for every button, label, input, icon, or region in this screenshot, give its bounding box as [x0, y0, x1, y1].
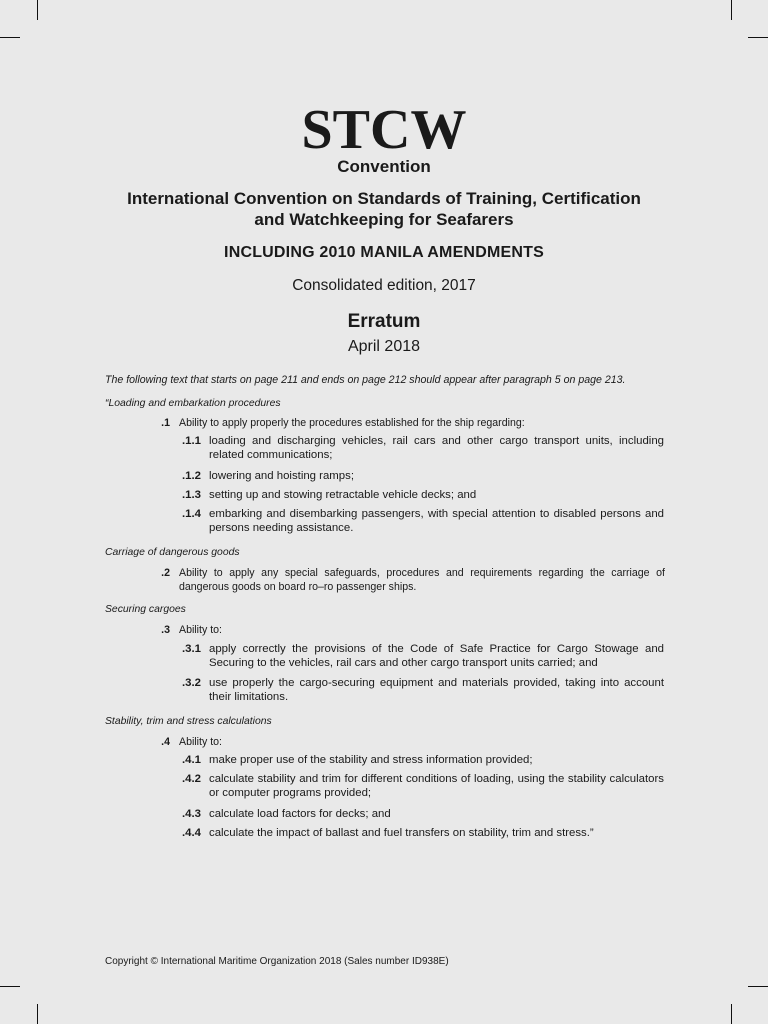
copyright-notice: Copyright © International Maritime Organization 2018 (Sales number ID938E)	[105, 956, 449, 967]
subitem-number: .4.1	[182, 754, 201, 766]
subitem-text: setting up and stowing retractable vehicle decks; and	[209, 489, 477, 501]
section-heading-dangerous-goods: Carriage of dangerous goods	[105, 547, 240, 558]
erratum-heading: Erratum	[347, 311, 421, 332]
subitem-number: .4.2	[182, 773, 201, 785]
erratum-date: April 2018	[347, 338, 421, 355]
crop-mark-top-left	[37, 0, 38, 20]
convention-full-name	[0, 188, 768, 230]
crop-mark-bottom-right	[731, 1004, 732, 1024]
subitem-number: .1.3	[182, 489, 201, 501]
subitem-text: apply correctly the provisions of the Code of Safe Practice for Cargo Stowage and Securing to the vehicles, rail cars and other cargo transport units carried; and	[209, 643, 664, 669]
item-number: .4	[161, 736, 170, 748]
subitem-number: .3.2	[182, 677, 201, 689]
subitem-number: .1.2	[182, 470, 201, 482]
intro-paragraph: The following text that starts on page 211 and ends on page 212 should appear after paragraph 5 on page 213.	[105, 374, 626, 386]
subitem-text: lowering and hoisting ramps;	[209, 470, 354, 482]
crop-mark-bottom-left	[37, 1004, 38, 1024]
item-text: Ability to:	[179, 624, 222, 636]
edition-label: Consolidated edition, 2017	[292, 277, 476, 294]
item-text: Ability to apply properly the procedures established for the ship regarding:	[179, 417, 525, 429]
subitem-text: make proper use of the stability and stress information provided;	[209, 754, 533, 766]
section-heading-securing: Securing cargoes	[105, 604, 186, 615]
full-name-line-1: International Convention on Standards of Training, Certification	[127, 189, 641, 208]
subitem-text: calculate load factors for decks; and	[209, 808, 391, 820]
subitem-text: calculate the impact of ballast and fuel transfers on stability, trim and stress.”	[209, 827, 594, 839]
subitem-number: .4.4	[182, 827, 201, 839]
document-subtitle: Convention	[337, 157, 431, 176]
subitem-number: .1.1	[182, 435, 201, 447]
crop-mark-top-right	[731, 0, 732, 20]
crop-mark-right-bottom	[748, 986, 768, 987]
item-number: .3	[161, 624, 170, 636]
crop-mark-left-top	[0, 37, 20, 38]
subitem-number: .4.3	[182, 808, 201, 820]
item-number: .1	[161, 417, 170, 429]
amendments-heading: INCLUDING 2010 MANILA AMENDMENTS	[224, 244, 544, 261]
subitem-text: calculate stability and trim for different conditions of loading, using the stability calculators or computer programs provided;	[209, 773, 664, 799]
subitem-number: .3.1	[182, 643, 201, 655]
section-heading-stability: Stability, trim and stress calculations	[105, 716, 272, 727]
item-number: .2	[161, 567, 170, 579]
crop-mark-left-bottom	[0, 986, 20, 987]
item-text: Ability to:	[179, 736, 222, 748]
subitem-number: .1.4	[182, 508, 201, 520]
crop-mark-right-top	[748, 37, 768, 38]
subitem-text: use properly the cargo-securing equipment and materials provided, taking into account their limitations.	[209, 677, 664, 703]
section-heading-loading: “Loading and embarkation procedures	[105, 398, 281, 409]
subitem-text: loading and discharging vehicles, rail cars and other cargo transport units, including related communications;	[209, 435, 664, 461]
subitem-text: embarking and disembarking passengers, with special attention to disabled persons and persons needing assistance.	[209, 508, 664, 534]
full-name-line-2: and Watchkeeping for Seafarers	[254, 210, 514, 229]
document-title: STCW	[301, 99, 467, 161]
item-text: Ability to apply any special safeguards, procedures and requirements regarding the carriage of dangerous goods on board ro–ro passenger ships.	[179, 567, 665, 593]
